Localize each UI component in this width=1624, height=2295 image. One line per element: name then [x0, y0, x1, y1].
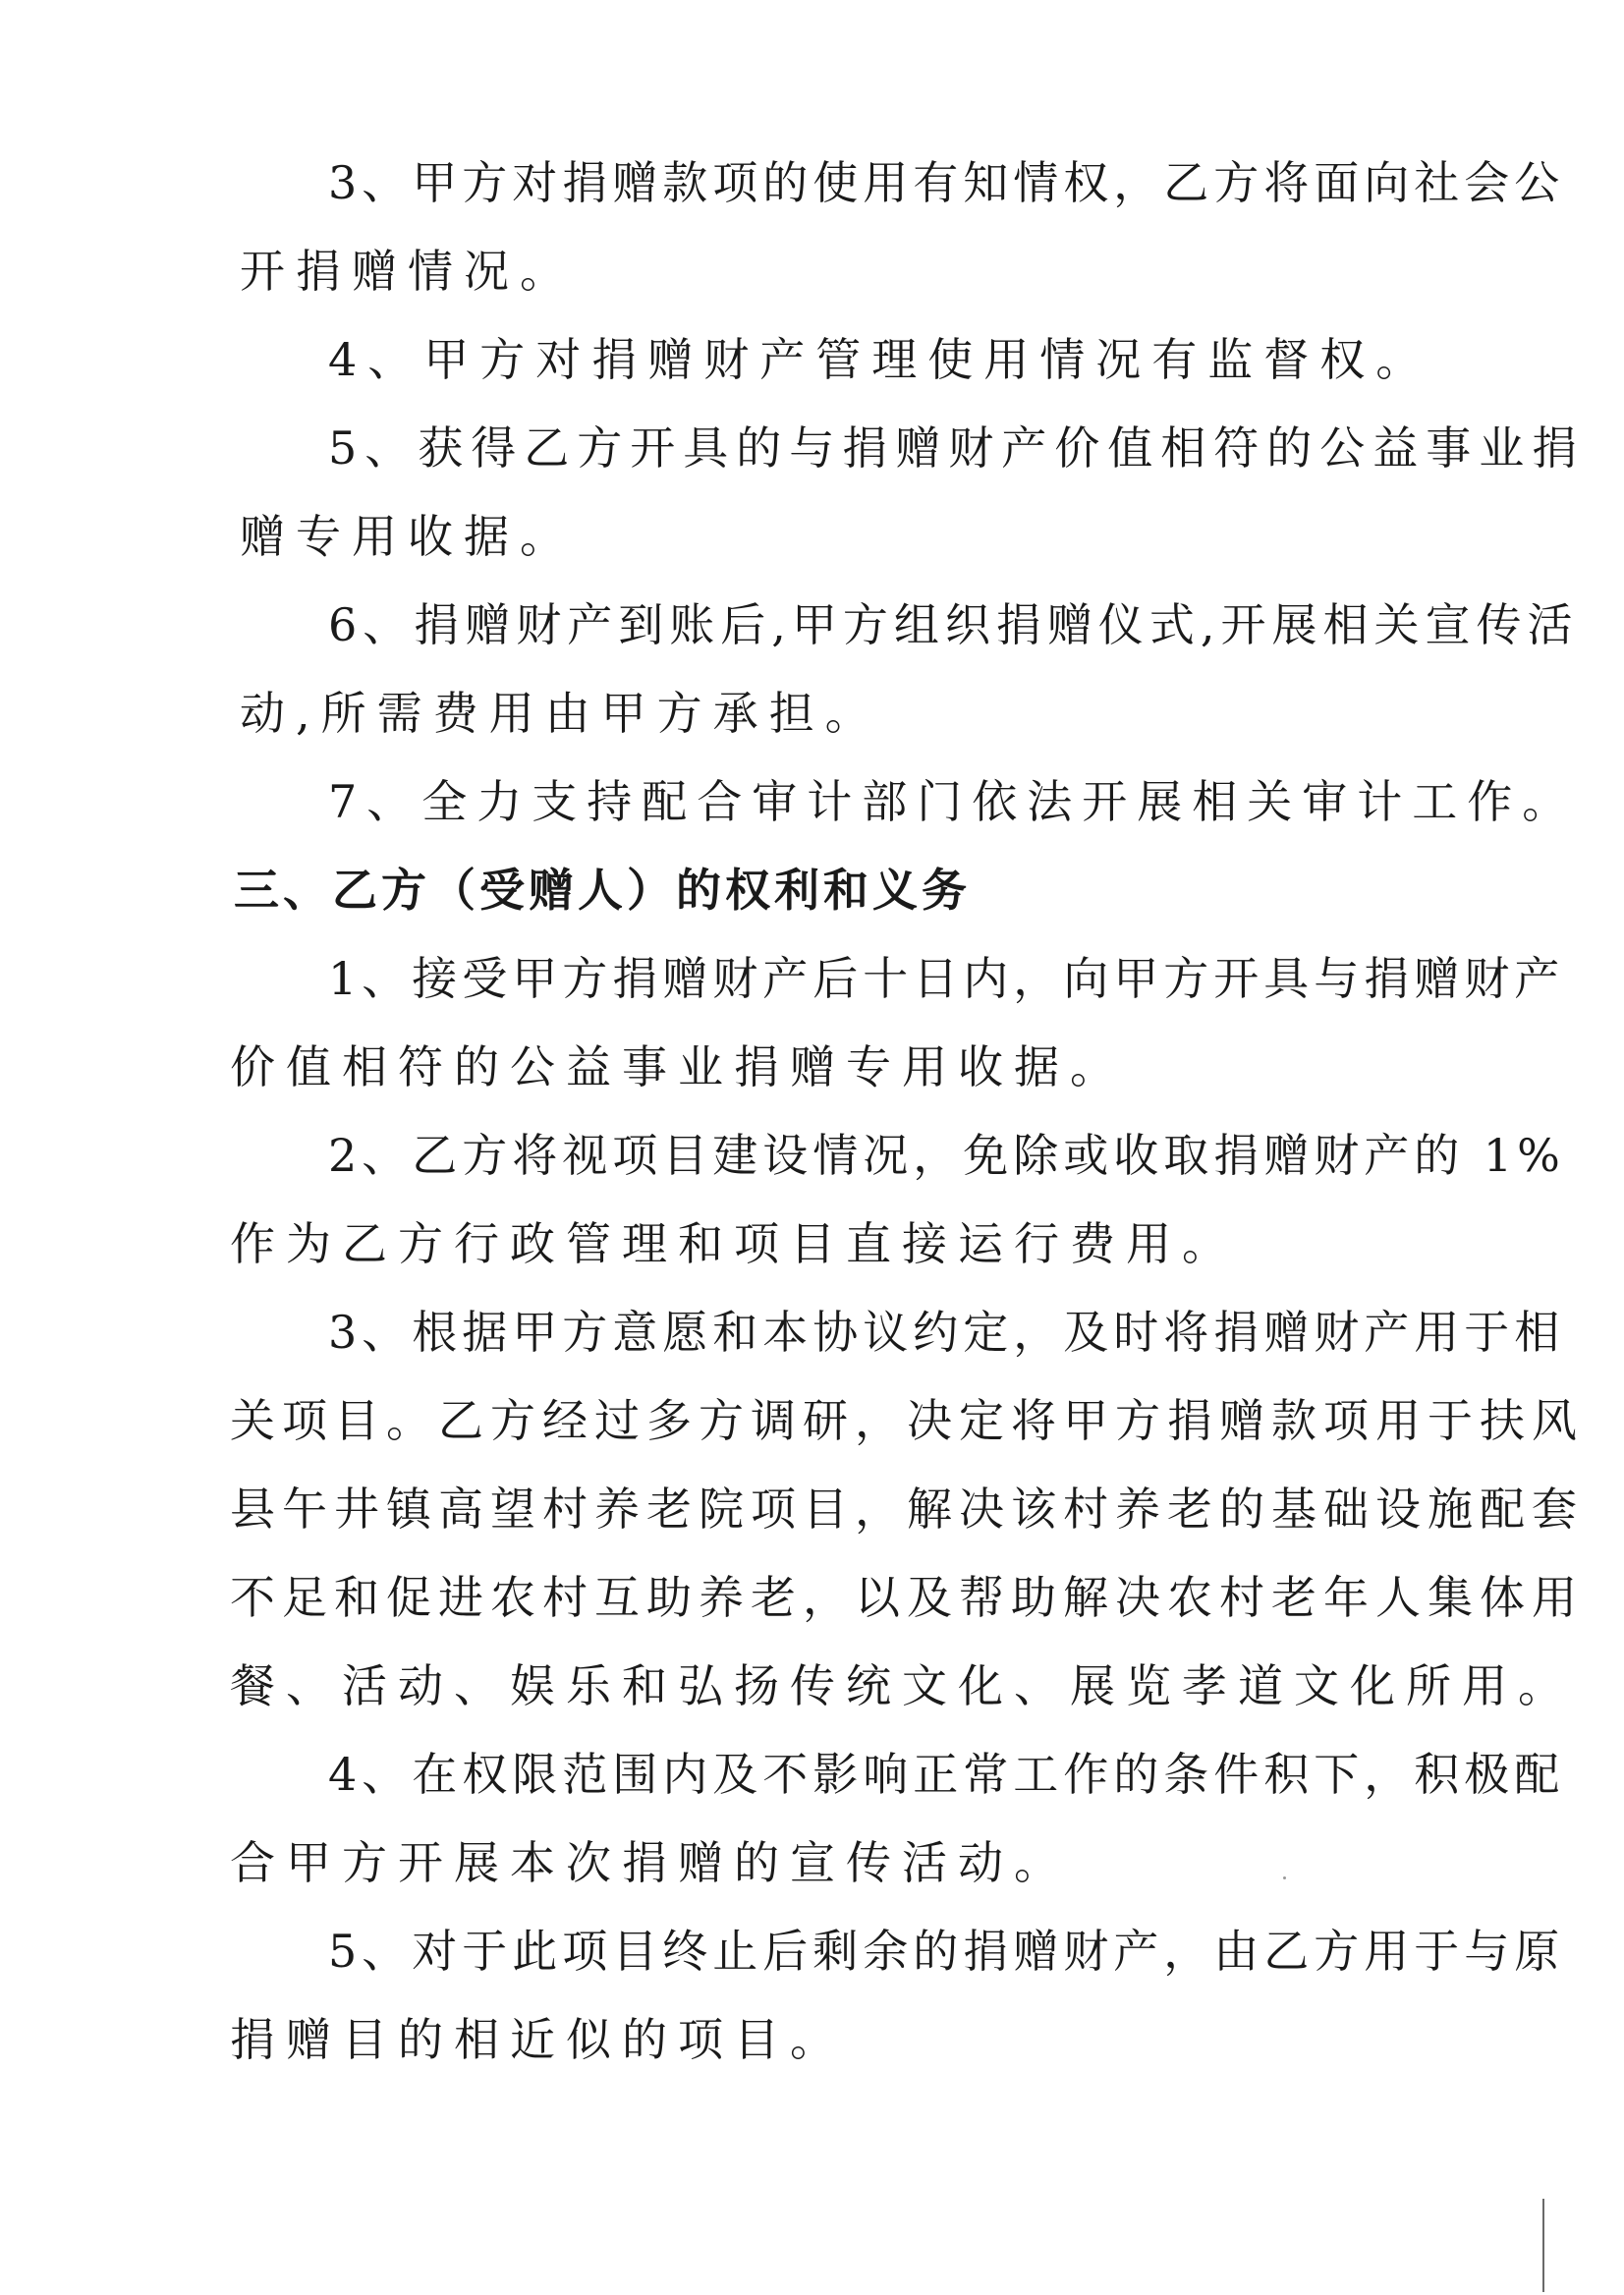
section-heading: 三、乙方（受赠人）的权利和义务 [234, 864, 971, 917]
section-3-item-1-line-2: 价值相符的公益事业捐赠专用收据。 [230, 1040, 1126, 1093]
section-3-item-3-line-4: 不足和促进农村互助养老，以及帮助解决农村老年人集体用 [230, 1571, 1584, 1624]
paragraph-7: 7、全力支持配合审计部门依法开展相关审计工作。 [328, 775, 1578, 828]
section-3-item-5-line-1: 5、对于此项目终止后剩余的捐赠财产，由乙方用于与原 [328, 1925, 1565, 1978]
paragraph-5-line-2: 赠专用收据。 [240, 510, 576, 563]
paragraph-6-line-2: 动,所需费用由甲方承担。 [240, 687, 881, 740]
section-3-item-2-line-2: 作为乙方行政管理和项目直接运行费用。 [230, 1217, 1238, 1270]
section-3-item-3-line-2: 关项目。乙方经过多方调研，决定将甲方捐赠款项用于扶风 [230, 1394, 1584, 1447]
scan-speck [1283, 1876, 1286, 1879]
paragraph-5-line-1: 5、获得乙方开具的与捐赠财产价值相符的公益事业捐 [328, 421, 1586, 475]
section-3-item-2-line-1: 2、乙方将视项目建设情况，免除或收取捐赠财产的 1% [328, 1129, 1565, 1182]
scan-edge-mark [1542, 2199, 1544, 2292]
section-3-item-5-line-2: 捐赠目的相近似的项目。 [230, 2013, 846, 2066]
section-3-item-3-line-5: 餐、活动、娱乐和弘扬传统文化、展览孝道文化所用。 [230, 1659, 1574, 1712]
paragraph-3-line-1: 3、甲方对捐赠款项的使用有知情权，乙方将面向社会公 [328, 156, 1565, 209]
section-3-item-1-line-1: 1、接受甲方捐赠财产后十日内，向甲方开具与捐赠财产 [328, 952, 1565, 1005]
paragraph-6-line-1: 6、捐赠财产到账后,甲方组织捐赠仪式,开展相关宣传活 [328, 598, 1579, 651]
section-3-item-3-line-1: 3、根据甲方意愿和本协议约定，及时将捐赠财产用于相 [328, 1306, 1565, 1359]
paragraph-4: 4、甲方对捐赠财产管理使用情况有监督权。 [328, 333, 1432, 386]
section-3-item-4-line-2: 合甲方开展本次捐赠的宣传活动。 [230, 1836, 1070, 1889]
section-3-item-4-line-1: 4、在权限范围内及不影响正常工作的条件积下，积极配 [328, 1748, 1565, 1801]
section-3-item-3-line-3: 县午井镇高望村养老院项目，解决该村养老的基础设施配套 [230, 1483, 1584, 1536]
paragraph-3-line-2: 开捐赠情况。 [240, 245, 576, 298]
